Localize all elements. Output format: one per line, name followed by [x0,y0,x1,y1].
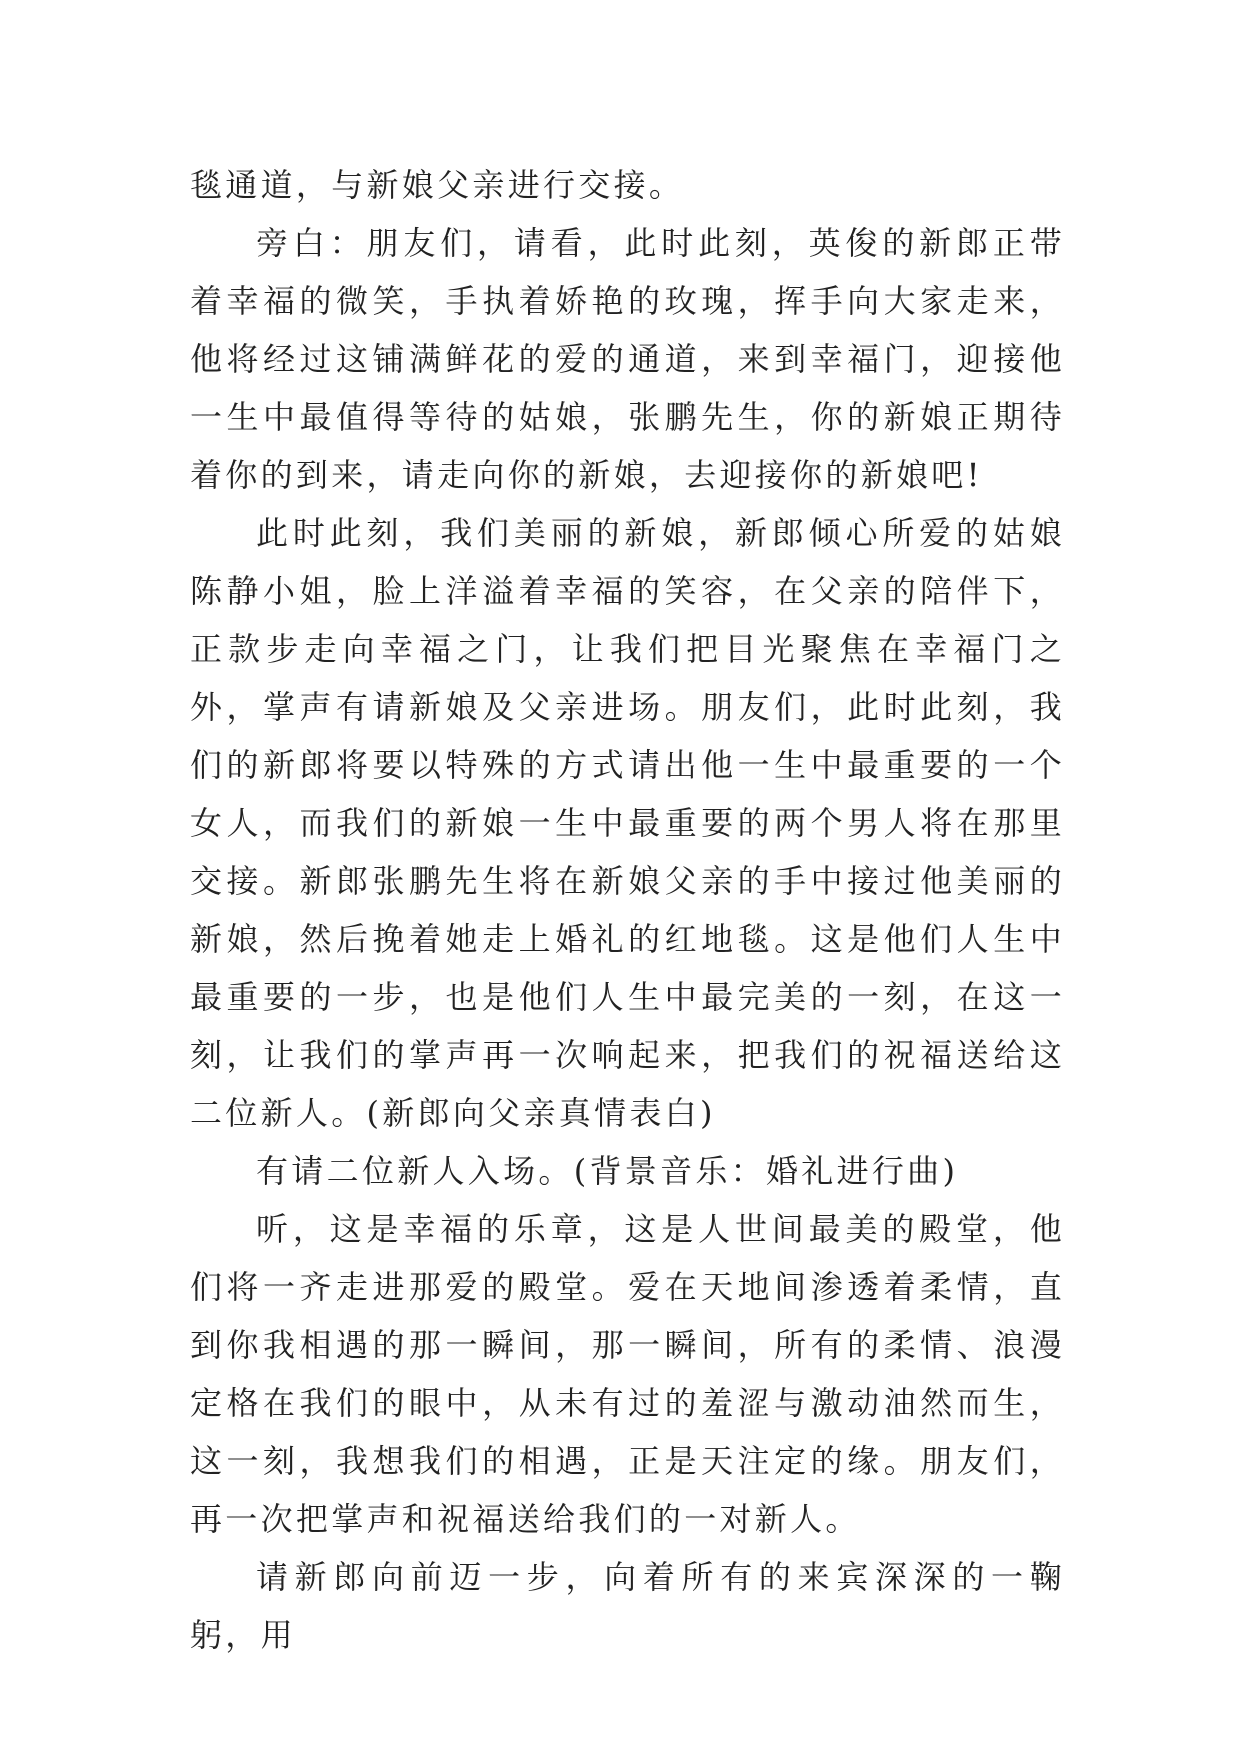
document-body [190,156,1065,1664]
paragraph-4: 有请二位新人入场。(背景音乐：婚礼进行曲) [256,1152,959,1190]
paragraph-6: 请新郎向前迈一步，向着所有的来宾深深的一鞠躬，用 [190,1558,1065,1654]
paragraph-3: 此时此刻，我们美丽的新娘，新郎倾心所爱的姑娘陈静小姐，脸上洋溢着幸福的笑容，在父亲的陪伴下，正款步走向幸福之门，让我们把目光聚焦在幸福门之外，掌声有请新娘及父亲进场。朋友们，此时此刻，我们的新郎将要以特殊的方式请出他一生中最重要的一个女人，而我们的新娘一生中最重要的两个男人将在那里交接。新郎张鹏先生将在新娘父亲的手中接过他美丽的新娘，然后挽着她走上婚礼的红地毯。这是他们人生中最重要的一步，也是他们人生中最完美的一刻，在这一刻，让我们的掌声再一次响起来，把我们的祝福送给这二位新人。(新郎向父亲真情表白) [190,514,1065,1132]
paragraph-1: 毯通道，与新娘父亲进行交接。 [190,166,685,204]
paragraph-5: 听，这是幸福的乐章，这是人世间最美的殿堂，他们将一齐走进那爱的殿堂。爱在天地间渗透着柔情，直到你我相遇的那一瞬间，那一瞬间，所有的柔情、浪漫定格在我们的眼中，从未有过的羞涩与激动油然而生，这一刻，我想我们的相遇，正是天注定的缘。朋友们，再一次把掌声和祝福送给我们的一对新人。 [190,1210,1065,1538]
paragraph-2: 旁白：朋友们，请看，此时此刻，英俊的新郎正带着幸福的微笑，手执着娇艳的玫瑰，挥手向大家走来，他将经过这铺满鲜花的爱的通道，来到幸福门，迎接他一生中最值得等待的姑娘，张鹏先生，你的新娘正期待着你的到来，请走向你的新娘，去迎接你的新娘吧! [190,224,1065,494]
